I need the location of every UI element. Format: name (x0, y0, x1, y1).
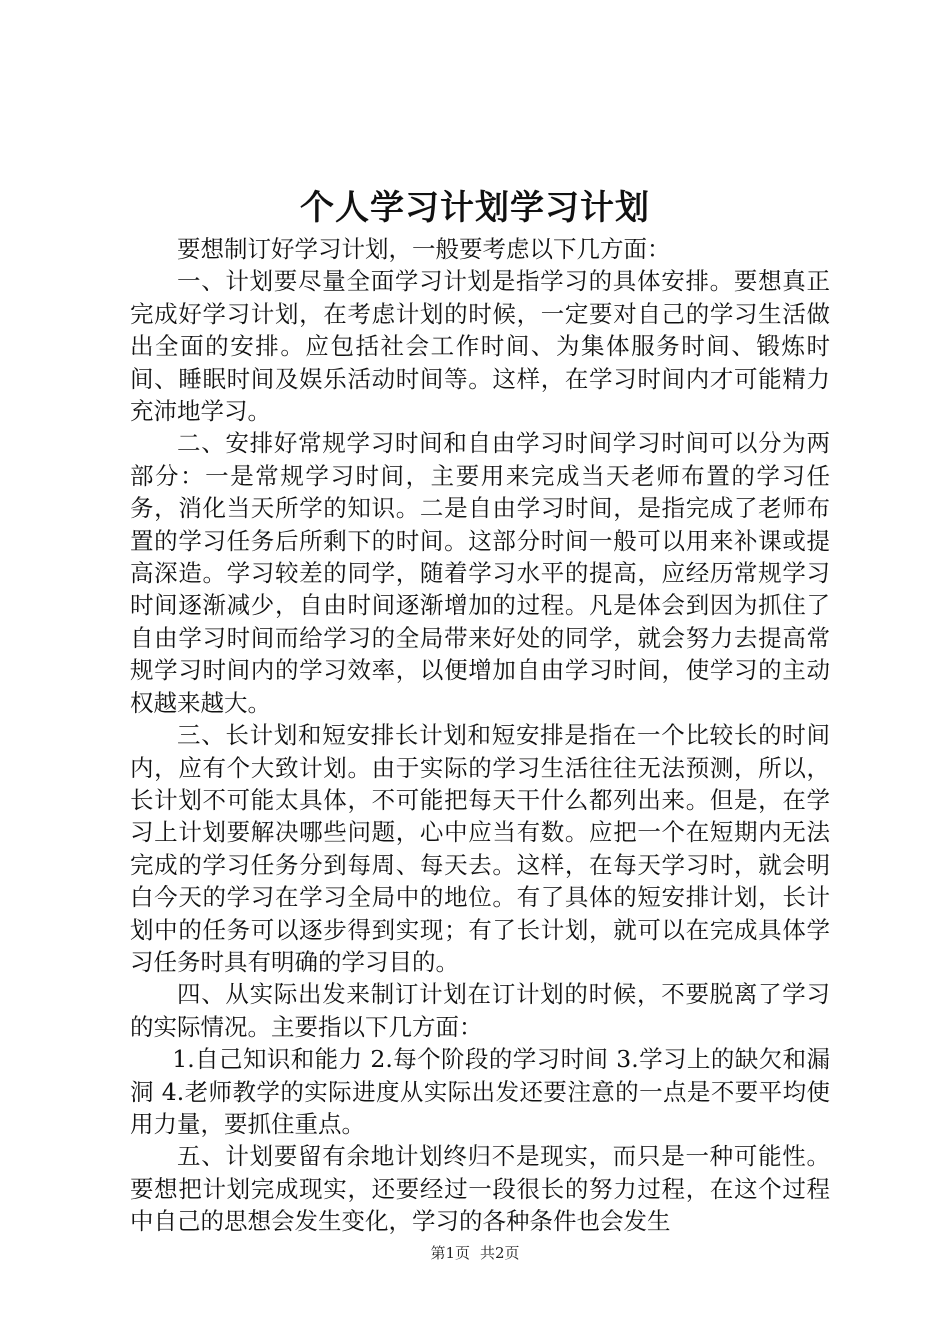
paragraph-section-4: 四、从实际出发来制订计划在订计划的时候，不要脱离了学习的实际情况。主要指以下几方面： (130, 980, 830, 1041)
paragraph-section-5: 五、计划要留有余地计划终归不是现实，而只是一种可能性。要想把计划完成现实，还要经过一段很长的努力过程，在这个过程中自己的思想会发生变化，学习的各种条件也会发生 (130, 1142, 830, 1236)
page-number-total: 共2页 (480, 1244, 520, 1262)
document-body (130, 233, 830, 1238)
paragraph-section-2: 二、安排好常规学习时间和自由学习时间学习时间可以分为两部分：一是常规学习时间，主要用来完成当天老师布置的学习任务，消化当天所学的知识。二是自由学习时间，是指完成了老师布置的学习任务后所剩下的时间。这部分时间一般可以用来补课或提高深造。学习较差的同学，随着学习水平的提高，应经历常规学习时间逐渐减少，自由时间逐渐增加的过程。凡是体会到因为抓住了自由学习时间而给学习的全局带来好处的同学，就会努力去提高常规学习时间内的学习效率，以便增加自由学习时间，使学习的主动权越来越大。 (130, 429, 830, 717)
paragraph-section-1: 一、计划要尽量全面学习计划是指学习的具体安排。要想真正完成好学习计划，在考虑计划的时候，一定要对自己的学习生活做出全面的安排。应包括社会工作时间、为集体服务时间、锻炼时间、睡眠时间及娱乐活动时间等。这样，在学习时间内才可能精力充沛地学习。 (130, 267, 830, 426)
page-number-current: 第1页 (430, 1244, 470, 1262)
paragraph-intro: 要想制订好学习计划，一般要考虑以下几方面： (177, 235, 671, 263)
paragraph-section-4-list: 1.自己知识和能力 2.每个阶段的学习时间 3.学习上的缺欠和漏洞 4.老师教学的实际进度从实际出发还要注意的一点是不要平均使用力量，要抓住重点。 (130, 1045, 830, 1138)
page-footer (0, 1243, 950, 1263)
paragraph-section-3: 三、长计划和短安排长计划和短安排是指在一个比较长的时间内，应有个大致计划。由于实际的学习生活往往无法预测，所以，长计划不可能太具体，不可能把每天干什么都列出来。但是，在学习上计划要解决哪些问题，心中应当有数。应把一个在短期内无法完成的学习任务分到每周、每天去。这样，在每天学习时，就会明白今天的学习在学习全局中的地位。有了具体的短安排计划，长计划中的任务可以逐步得到实现；有了长计划，就可以在完成具体学习任务时具有明确的学习目的。 (130, 721, 830, 976)
document-title: 个人学习计划学习计划 (300, 188, 650, 228)
